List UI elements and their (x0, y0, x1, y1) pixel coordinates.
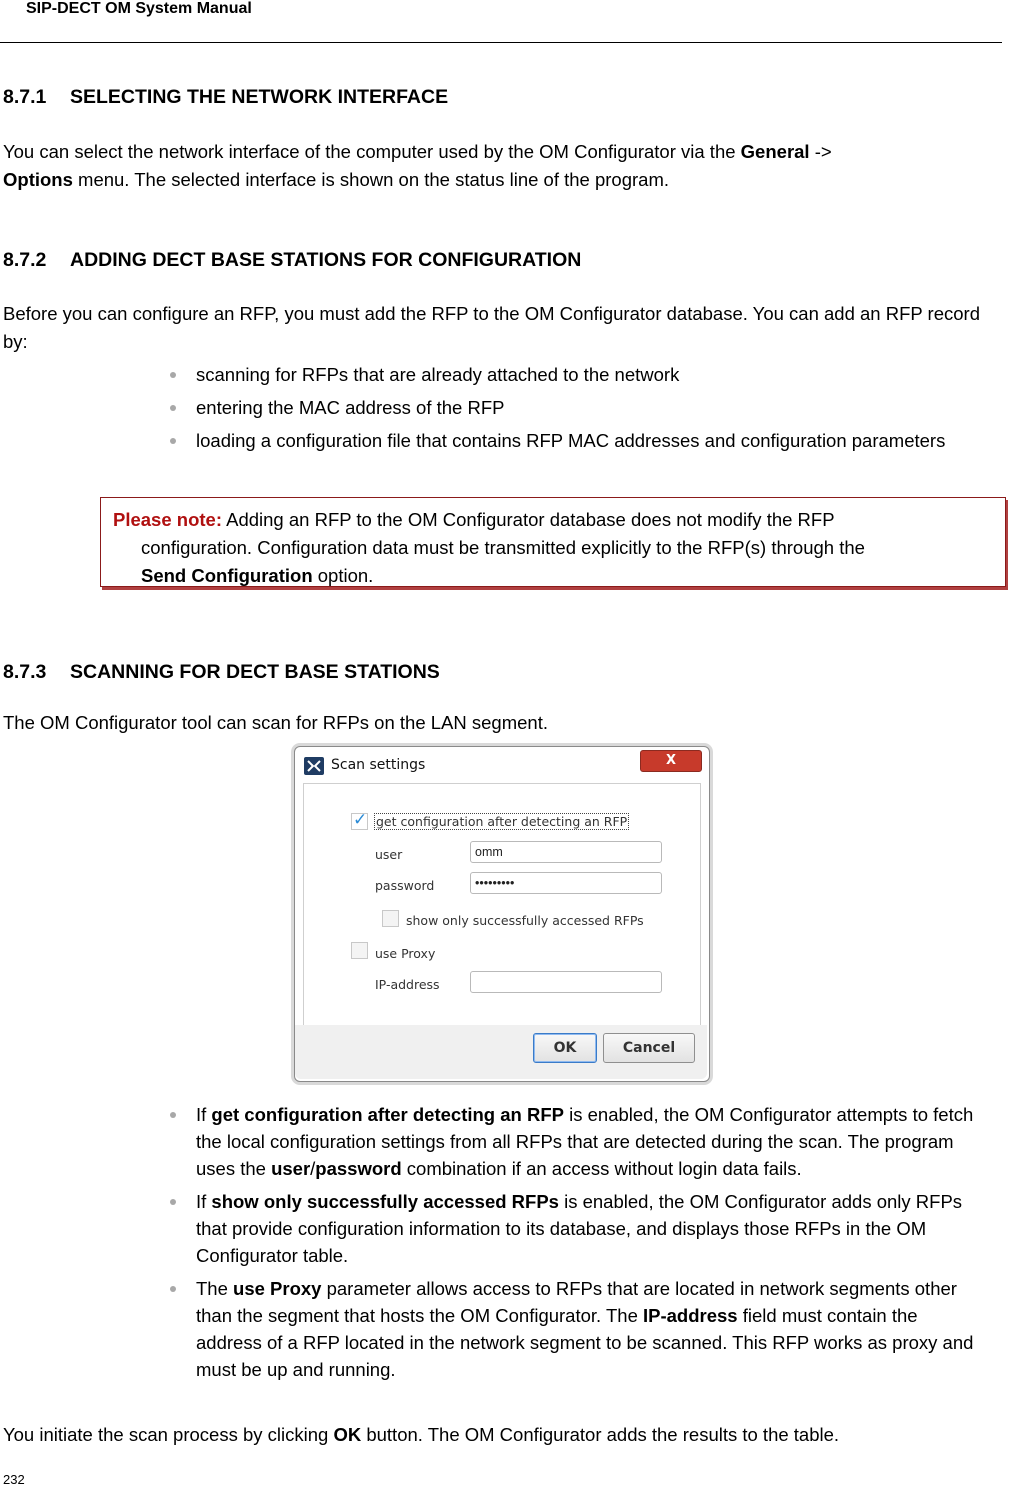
list-item: entering the MAC address of the RFP (168, 394, 968, 421)
page-number: 232 (3, 1472, 25, 1487)
show-only-checkbox[interactable] (382, 910, 399, 927)
use-proxy-checkbox[interactable] (351, 942, 368, 959)
text: configuration. Configuration data must be transmitted explicitly to the RFP(s) through the (141, 537, 865, 558)
running-header: SIP-DECT OM System Manual (26, 0, 252, 17)
please-note-box (100, 497, 1006, 587)
term: show only successfully accessed RFPs (211, 1191, 559, 1212)
menu-general: General (740, 141, 810, 162)
section-title: SCANNING FOR DECT BASE STATIONS (70, 661, 440, 683)
list-item: scanning for RFPs that are already attached to the network (168, 361, 968, 388)
menu-options: Options (3, 169, 73, 190)
password-label: password (375, 878, 435, 893)
paragraph-adding-rfp: Before you can configure an RFP, you must add the RFP to the OM Configurator database. You can add an RFP record by: (3, 303, 980, 352)
text: The (196, 1278, 234, 1299)
paragraph-closing (3, 1421, 1003, 1449)
paragraph-network-interface (3, 138, 1003, 194)
term: user (271, 1158, 311, 1179)
dialog-title: Scan settings (331, 757, 426, 773)
user-label: user (375, 847, 403, 862)
text: / (310, 1158, 316, 1179)
term: IP-address (643, 1305, 738, 1326)
scan-options-list (168, 1101, 978, 1389)
send-configuration-term: Send Configuration (141, 565, 313, 586)
text: You can select the network interface of the computer used by the OM Configurator via the (3, 141, 741, 162)
show-only-label[interactable]: show only successfully accessed RFPs (406, 913, 644, 928)
dialog-body (303, 783, 701, 1027)
cancel-button[interactable]: Cancel (603, 1033, 695, 1063)
term: password (315, 1158, 402, 1179)
section-number: 8.7.2 (3, 249, 47, 271)
list-item (168, 1188, 978, 1269)
list-item (168, 1101, 978, 1182)
term: use Proxy (233, 1278, 322, 1299)
get-config-label[interactable]: get configuration after detecting an RFP (376, 814, 628, 829)
list-item (168, 427, 966, 454)
section-title: ADDING DECT BASE STATIONS FOR CONFIGURATION (70, 249, 582, 271)
section-heading-871 (3, 86, 448, 109)
text: button. The OM Configurator adds the results to the table. (361, 1424, 840, 1445)
text: loading a configuration file that contains RFP MAC addresses and configuration parameters (196, 430, 946, 451)
list-item (168, 1275, 978, 1383)
text: -> (809, 141, 832, 162)
close-button[interactable]: X (640, 750, 702, 772)
app-logo-icon (304, 757, 324, 775)
get-config-checkbox[interactable] (351, 813, 368, 830)
term: OK (333, 1424, 362, 1445)
ip-address-field[interactable] (470, 971, 662, 993)
section-number: 8.7.1 (3, 86, 47, 108)
section-title: SELECTING THE NETWORK INTERFACE (70, 86, 449, 108)
scan-settings-dialog (294, 746, 710, 1082)
section-heading-872 (3, 249, 581, 272)
user-field[interactable] (470, 841, 662, 863)
use-proxy-label[interactable]: use Proxy (375, 946, 436, 961)
term: get configuration after detecting an RFP (211, 1104, 564, 1125)
text: option. (312, 565, 374, 586)
ip-address-label: IP-address (375, 977, 440, 992)
text: is enabled, the OM Configurator attempts to fetch the local configuration settings from all RFPs that are detected during the scan. The program uses the (196, 1104, 974, 1179)
text: Adding an RFP to the OM Configurator database does not modify the RFP (222, 509, 835, 530)
section-heading-873 (3, 661, 440, 684)
text: combination if an access without login data fails. (401, 1158, 802, 1179)
password-field[interactable] (470, 872, 662, 894)
text: menu. The selected interface is shown on the status line of the program. (72, 169, 669, 190)
text: is enabled, the OM Configurator adds only RFPs that provide configuration information to its database, and displays those RFPs in the OM Configurator table. (196, 1191, 963, 1266)
note-label: Please note: (113, 509, 222, 530)
add-methods-list (168, 361, 968, 460)
header-rule (0, 42, 1002, 43)
ok-button[interactable]: OK (533, 1033, 597, 1063)
text: parameter allows access to RFPs that are located in network segments other than the segment that hosts the OM Configurator. The (196, 1278, 957, 1326)
text: If (196, 1104, 212, 1125)
paragraph-scan-intro: The OM Configurator tool can scan for RFPs on the LAN segment. (3, 712, 548, 733)
text: If (196, 1191, 212, 1212)
text: field must contain the address of a RFP located in the network segment to be scanned. This RFP works as proxy and must be up and running. (196, 1305, 974, 1380)
text: You initiate the scan process by clicking (3, 1424, 334, 1445)
section-number: 8.7.3 (3, 661, 47, 683)
